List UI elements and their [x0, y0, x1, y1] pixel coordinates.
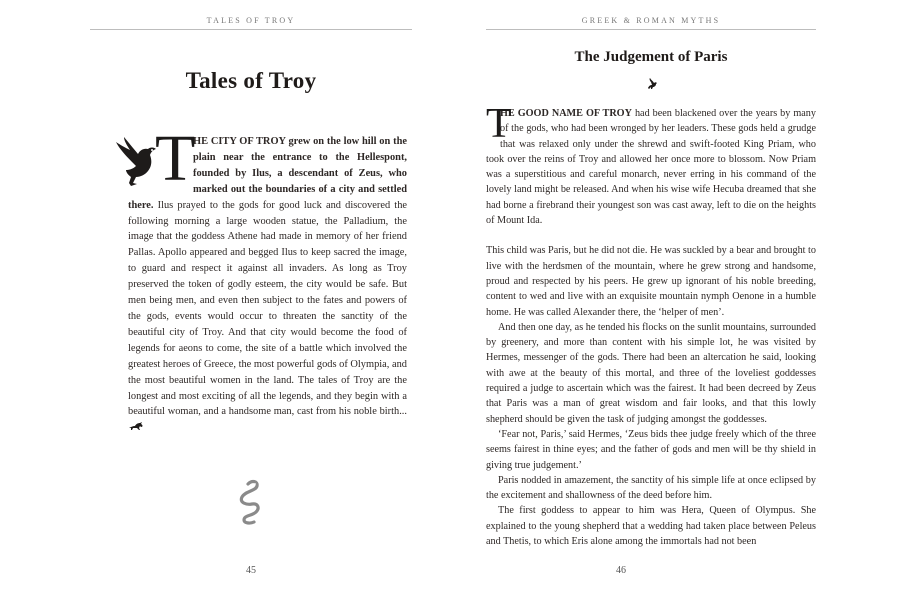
lead-text: HE CITY OF TROY grew on the low hill on the plain near the entrance to the Hellespont, founded by Ilus, a descendant of Zeus, who marked out the boundaries of a city and settled there.: [128, 136, 407, 211]
horse-end-mark-icon: [128, 421, 144, 431]
eagle-icon: [114, 136, 160, 188]
right-header-rule: [486, 29, 816, 30]
left-page-number: 45: [246, 565, 256, 576]
paragraph-4: ‘Fear not, Paris,’ said Hermes, ‘Zeus bids thee judge freely which of the three seems fairest in thine eyes; and the father of gods and men will be thy shield in giving true judgement.’: [486, 428, 816, 471]
winged-horse-icon: [646, 78, 658, 90]
paragraph-5: Paris nodded in amazement, the sanctity of his simple life at once eclipsed by the excitement and shallowness of the deed before him.: [486, 474, 816, 502]
left-body-text: [128, 122, 407, 436]
right-lead-text: HE GOOD NAME OF TROY: [500, 108, 632, 119]
right-page-number: 46: [616, 565, 626, 576]
paragraph-3: And then one day, as he tended his flocks on the sunlit mountains, surrounded by greenery, and more than content with his simple lot, he was visited by Hermes, messenger of the gods. There had been an altercation he said, looking with awe at the beauty of this mortal, and three of the loveliest goddesses required a judge to ascertain which was the fairest. It had been decreed by Zeus that Paris was a man of great wisdom and fair looks, and that this lowly shepherd should be given the task of judging amongst the goddesses.: [486, 321, 816, 425]
left-header-rule: [90, 29, 412, 30]
section-title: The Judgement of Paris: [574, 49, 728, 65]
paragraph-1-text: had been blackened over the years by many of the gods, who had been wronged by her leaders. These gods held a grudge that was relaxed only under the shrewd and swift-footed King Priam, who took over the reins of Troy and allowed her once more to blossom. Now Priam was a superstitious and careful monarch, never erring in his command of the lovely land might be released. And when his wise wife Hecuba dreamed that she had borne a firebrand their youngest son was cast away, left to die on the heights of Mount Ida.: [486, 108, 816, 227]
serpent-ornament-icon: [230, 478, 274, 526]
paragraph-2: This child was Paris, but he did not die. He was suckled by a bear and brought to live with the herdsmen of the mountain, where he grew strong and handsome, proud and respected by his peers. He grew up ignorant of his noble breeding, content to wed and live with an exquisite mountain nymph Oenone in a humble home. He was called Alexander there, the ‘helper of men’.: [486, 245, 816, 318]
paragraph-6: The first goddess to appear to him was Hera, Queen of Olympus. She explained to the young shepherd that a wedding had taken place between Peleus and Thetis, to which Eris alone among the immortals had not been: [486, 505, 816, 548]
right-running-head: GREEK & ROMAN MYTHS: [581, 16, 721, 25]
right-page: [450, 0, 900, 600]
paragraph-1: [486, 101, 816, 228]
body-text: Ilus prayed to the gods for good luck and discovered the following morning a large wooden statue, the Palladium, the image that the goddess Athene had made in memory of her friend Pallas. Apollo appeared and begged Ilus to keep sacred the image, to guard and respect it against all invaders. As long as Troy preserved the token of godly esteem, the city would be safe. But men being men, and even then subject to the fates and powers of the gods, events would occur to threaten the sanctity of the beautiful city of Troy. And that city would become the food of legends for aeons to come, the site of a battle which involved the greatest heroes of Greece, the most powerful gods of Olympia, and the most beautiful women in the land. The tales of Troy are the longest and most exciting of all the legends, and they begin with a beautiful woman, and a handsome man, cast from his noble birth...: [128, 199, 407, 418]
right-body-text: [486, 101, 816, 549]
right-dropcap-letter: T: [486, 101, 512, 147]
right-dropcap-block: [486, 101, 512, 147]
left-running-head: TALES OF TROY: [206, 16, 296, 25]
dropcap-letter: T: [155, 122, 196, 195]
chapter-title: Tales of Troy: [185, 68, 317, 93]
dropcap-block: [128, 122, 196, 195]
